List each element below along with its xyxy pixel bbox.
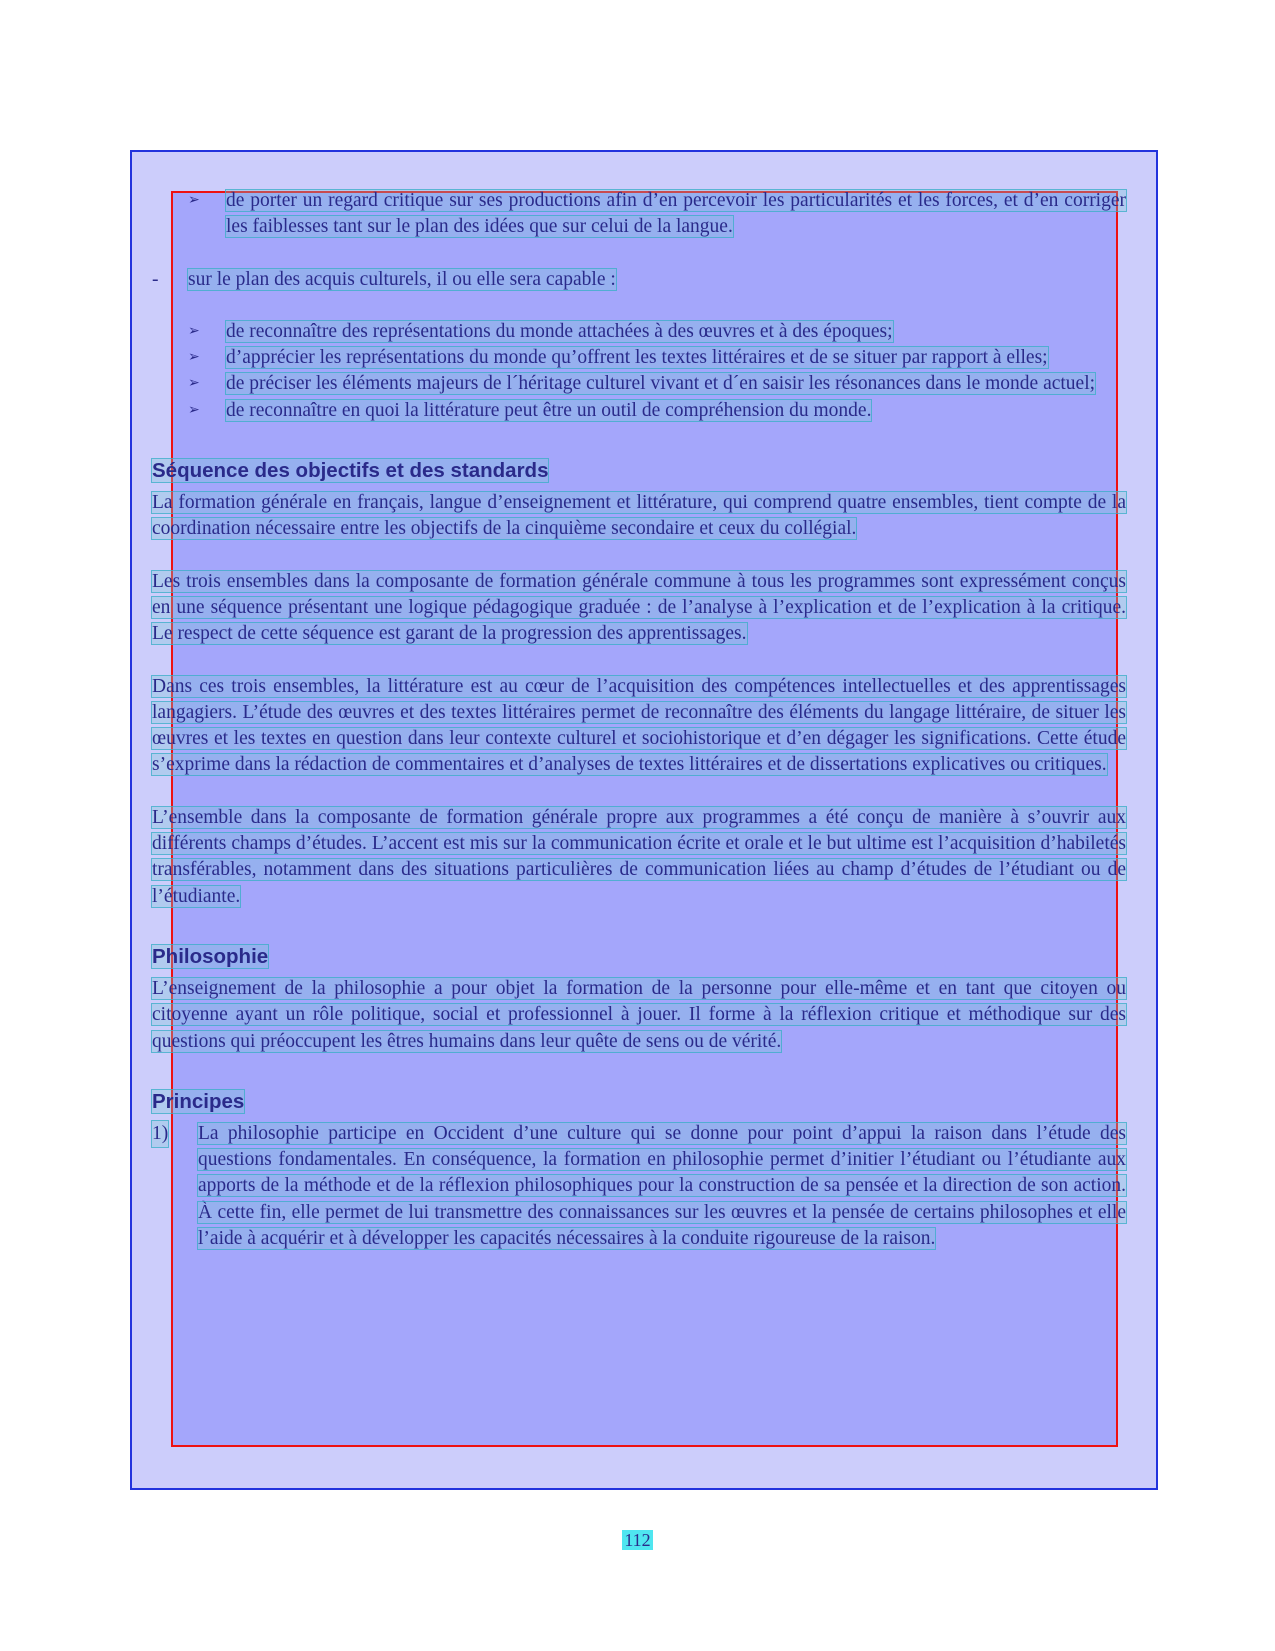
cultural-intro-text: sur le plan des acquis culturels, il ou elle sera capable : [188, 268, 616, 290]
cultural-intro [152, 267, 1126, 293]
bullet-list-top [152, 188, 1126, 241]
paragraph: L’ensemble dans la composante de formation générale propre aux programmes a été conçu de manière à s’ouvrir aux différents champs d’études. L’accent est mis sur la communication écrite et orale et le but ultime est l’acquisition d’habiletés transférables, notamment dans des situations particulières de communication liées au champ d’études de l’étudiant ou de l’étudiante. [152, 806, 1126, 907]
section-heading-sequence: Séquence des objectifs et des standards [152, 459, 549, 483]
paragraph: L’enseignement de la philosophie a pour objet la formation de la personne pour elle-même et en tant que citoyen ou citoyenne ayant un rôle politique, social et professionnel à jouer. Il forme à la réflexion critique et méthodique sur des questions qui préoccupent les êtres humains dans leur quête de sens ou de vérité. [152, 977, 1126, 1052]
arrow-bullet-icon: ➢ [188, 350, 200, 366]
page-number: 112 [624, 1530, 651, 1550]
paragraph: La formation générale en français, langue d’enseignement et littérature, qui comprend quatre ensembles, tient compte de la coordination nécessaire entre les objectifs de la cinquième secondaire et ceux du collégial. [152, 492, 1126, 540]
arrow-bullet-icon: ➢ [188, 402, 200, 418]
cultural-list [152, 319, 1126, 424]
item-number: 1) [152, 1121, 168, 1147]
arrow-bullet-icon: ➢ [188, 323, 200, 339]
list-item: ➢ de préciser les éléments majeurs de l´héritage culturel vivant et d´en saisir les résonances dans le monde actuel; [152, 371, 1126, 397]
dash-bullet: - [152, 268, 159, 290]
paragraph: Dans ces trois ensembles, la littérature est au cœur de l’acquisition des compétences intellectuelles et des apprentissages langagiers. L’étude des œuvres et des textes littéraires permet de reconnaître des éléments du langage littéraire, de situer les œuvres et les textes en question dans leur contexte culturel et sociohistorique et d’en dégager les significations. Cette étude s’exprime dans la rédaction de commentaires et d’analyses de textes littéraires et de dissertations explicatives ou critiques. [152, 675, 1126, 776]
list-item: ➢ d’apprécier les représentations du monde qu’offrent les textes littéraires et de se situer par rapport à elles; [152, 345, 1126, 371]
section-heading-philosophie: Philosophie [152, 944, 269, 968]
arrow-bullet-icon: ➢ [188, 193, 200, 208]
arrow-bullet-icon: ➢ [188, 376, 200, 392]
numbered-item [152, 1121, 1126, 1252]
page-content [152, 188, 1126, 1252]
list-item: ➢ de reconnaître des représentations du monde attachées à des œuvres et à des époques; [152, 319, 1126, 345]
section-heading-principes: Principes [152, 1089, 245, 1113]
item-text: La philosophie participe en Occident d’une culture qui se donne pour point d’appui la raison dans l’étude des questions fondamentales. En conséquence, la formation en philosophie permet d’initier l’étudiant ou l’étudiante aux apports de la méthode et de la réflexion philosophiques pour la construction de sa pensée et la direction de son action. À cette fin, elle permet de lui transmettre des connaissances sur les œuvres et la pensée de certains philosophes et elle l’aide à acquérir et à développer les capacités nécessaires à la conduite rigoureuse de la raison. [198, 1122, 1126, 1250]
list-item: ➢ de porter un regard critique sur ses productions afin d’en percevoir les particularités et les forces, et d’en corriger les faiblesses tant sur le plan des idées que sur celui de la langue. [188, 190, 1126, 238]
list-item: ➢ de reconnaître en quoi la littérature peut être un outil de compréhension du monde. [152, 398, 1126, 424]
paragraph: Les trois ensembles dans la composante de formation générale commune à tous les programmes sont expressément conçus en une séquence présentant une logique pédagogique graduée : de l’analyse à l’explication et de l’explication à la critique. Le respect de cette séquence est garant de la progression des apprentissages. [152, 570, 1126, 645]
